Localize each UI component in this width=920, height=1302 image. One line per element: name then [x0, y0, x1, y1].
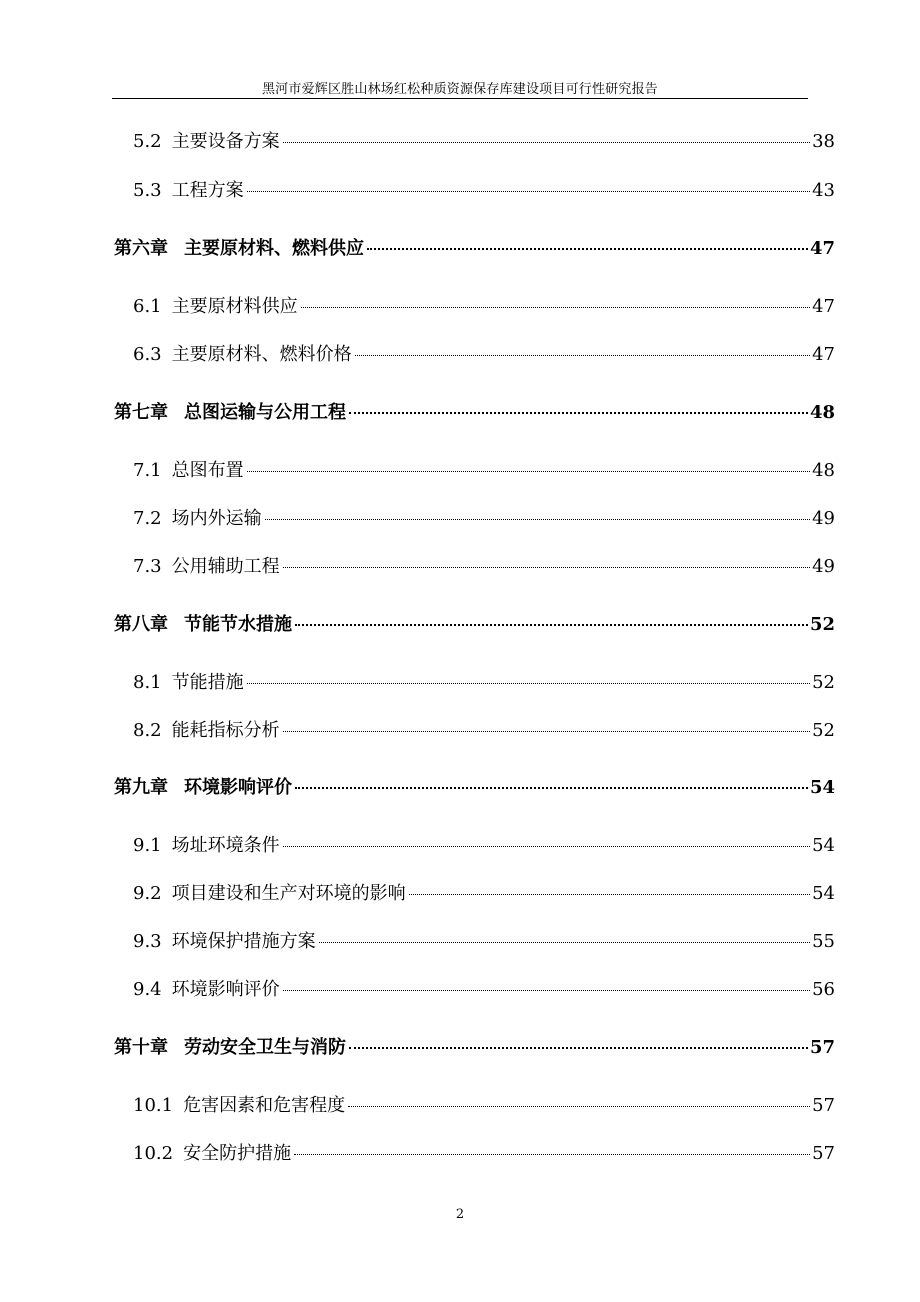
toc-chapter-entry[interactable]	[114, 238, 835, 260]
toc-dot-leader	[367, 248, 808, 250]
toc-entry-title: 工程方案	[171, 180, 244, 201]
toc-dot-leader	[283, 990, 810, 991]
toc-entry-number: 5.2	[133, 131, 162, 152]
toc-entry-title: 项目建设和生产对环境的影响	[171, 883, 406, 904]
toc-entry-title: 场址环境条件	[171, 835, 280, 856]
toc-dot-leader	[409, 894, 810, 895]
toc-section-entry[interactable]	[133, 344, 835, 366]
toc-chapter-entry[interactable]	[114, 777, 835, 799]
toc-entry-page: 48	[809, 402, 835, 423]
toc-entry-number: 7.3	[133, 556, 162, 577]
toc-dot-leader	[349, 1047, 808, 1049]
toc-dot-leader	[283, 142, 810, 143]
toc-entry-title: 节能措施	[171, 672, 244, 693]
toc-entry-number: 7.1	[133, 460, 162, 481]
toc-dot-leader	[283, 846, 810, 847]
toc-entry-page: 49	[812, 556, 835, 577]
toc-section-entry[interactable]	[133, 931, 835, 953]
toc-entry-number: 10.2	[133, 1143, 174, 1164]
toc-entry-number: 6.3	[133, 344, 162, 365]
toc-section-entry[interactable]	[133, 979, 835, 1001]
toc-entry-page: 55	[812, 931, 835, 952]
toc-dot-leader	[247, 471, 810, 472]
page-number: 2	[455, 1207, 465, 1222]
toc-section-entry[interactable]	[133, 835, 835, 857]
toc-entry-title: 主要设备方案	[171, 131, 280, 152]
toc-entry-title: 主要原材料、燃料供应	[184, 238, 364, 259]
toc-entry-page: 52	[812, 720, 835, 741]
toc-section-entry[interactable]	[133, 296, 835, 318]
toc-section-entry[interactable]	[133, 883, 835, 905]
toc-section-entry[interactable]	[133, 720, 835, 742]
toc-entry-number: 6.1	[133, 296, 162, 317]
toc-entry-number: 第十章	[114, 1037, 168, 1058]
toc-section-entry[interactable]	[133, 672, 835, 694]
toc-section-entry[interactable]	[133, 1143, 835, 1165]
toc-dot-leader	[294, 1154, 810, 1155]
toc-entry-title: 环境保护措施方案	[171, 931, 316, 952]
toc-entry-number: 8.2	[133, 720, 162, 741]
toc-dot-leader	[349, 412, 808, 414]
toc-entry-page: 57	[809, 1037, 835, 1058]
page-header: 黑河市爱辉区胜山林场红松种质资源保存库建设项目可行性研究报告	[261, 82, 658, 97]
toc-entry-page: 38	[812, 131, 835, 152]
toc-entry-number: 9.4	[133, 979, 162, 1000]
toc-dot-leader	[348, 1106, 810, 1107]
toc-chapter-entry[interactable]	[114, 614, 835, 636]
toc-entry-page: 48	[812, 460, 835, 481]
toc-dot-leader	[319, 942, 810, 943]
toc-entry-title: 公用辅助工程	[171, 556, 280, 577]
toc-entry-title: 环境影响评价	[184, 777, 292, 798]
toc-entry-number: 9.3	[133, 931, 162, 952]
toc-entry-title: 总图布置	[171, 460, 244, 481]
toc-entry-title: 主要原材料、燃料价格	[171, 344, 352, 365]
toc-entry-title: 环境影响评价	[171, 979, 280, 1000]
toc-entry-number: 10.1	[133, 1095, 174, 1116]
toc-dot-leader	[265, 519, 810, 520]
toc-entry-title: 主要原材料供应	[171, 296, 298, 317]
toc-section-entry[interactable]	[133, 180, 835, 202]
toc-entry-title: 总图运输与公用工程	[184, 402, 346, 423]
toc-entry-title: 节能节水措施	[184, 614, 292, 635]
toc-entry-page: 54	[812, 883, 835, 904]
toc-entry-page: 56	[812, 979, 835, 1000]
toc-entry-title: 危害因素和危害程度	[183, 1095, 346, 1116]
toc-entry-page: 54	[812, 835, 835, 856]
toc-dot-leader	[247, 683, 810, 684]
toc-section-entry[interactable]	[133, 1095, 835, 1117]
toc-entry-page: 54	[809, 777, 835, 798]
toc-dot-leader	[295, 624, 808, 626]
toc-section-entry[interactable]	[133, 131, 835, 153]
toc-entry-page: 57	[812, 1095, 835, 1116]
toc-entry-number: 9.2	[133, 883, 162, 904]
toc-dot-leader	[355, 355, 810, 356]
toc-section-entry[interactable]	[133, 556, 835, 578]
toc-entry-page: 52	[812, 672, 835, 693]
toc-entry-number: 7.2	[133, 508, 162, 529]
toc-entry-number: 第八章	[114, 614, 168, 635]
toc-entry-title: 场内外运输	[171, 508, 262, 529]
toc-entry-number: 第七章	[114, 402, 168, 423]
toc-entry-page: 52	[809, 614, 835, 635]
toc-dot-leader	[247, 191, 810, 192]
toc-entry-title: 能耗指标分析	[171, 720, 280, 741]
toc-dot-leader	[301, 307, 810, 308]
toc-entry-number: 5.3	[133, 180, 162, 201]
toc-entry-page: 47	[812, 344, 835, 365]
toc-section-entry[interactable]	[133, 460, 835, 482]
toc-entry-number: 9.1	[133, 835, 162, 856]
toc-entry-page: 57	[812, 1143, 835, 1164]
toc-dot-leader	[295, 787, 808, 789]
toc-dot-leader	[283, 567, 810, 568]
toc-entry-number: 第九章	[114, 777, 168, 798]
toc-dot-leader	[283, 731, 810, 732]
toc-entry-page: 47	[809, 238, 835, 259]
toc-entry-title: 安全防护措施	[183, 1143, 292, 1164]
toc-chapter-entry[interactable]	[114, 1037, 835, 1059]
toc-entry-number: 8.1	[133, 672, 162, 693]
toc-entry-number: 第六章	[114, 238, 168, 259]
toc-entry-page: 43	[812, 180, 835, 201]
toc-entry-page: 49	[812, 508, 835, 529]
toc-entry-title: 劳动安全卫生与消防	[184, 1037, 346, 1058]
toc-section-entry[interactable]	[133, 508, 835, 530]
toc-chapter-entry[interactable]	[114, 402, 835, 424]
toc-entry-page: 47	[812, 296, 835, 317]
